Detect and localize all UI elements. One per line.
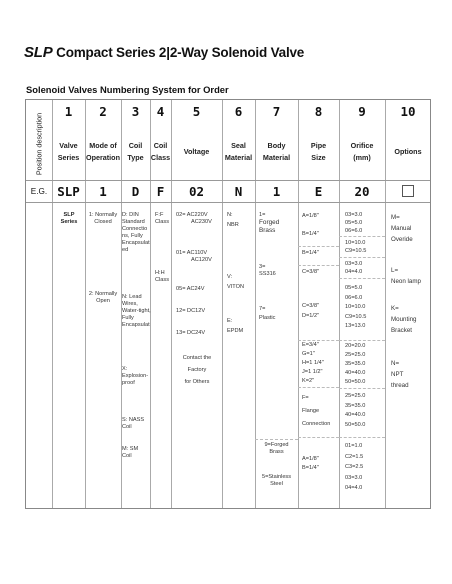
eg-value-seal: N [234, 183, 243, 199]
body-forged-brass: 1= Forged Brass [259, 212, 280, 234]
orifice-group-5: 20=20.0 25=25.0 35=35.0 40=40.0 50=50.0 [345, 343, 366, 385]
coil-class-h: H:H Class [155, 270, 169, 283]
body-ss316: 3= SS316 [259, 264, 276, 277]
pipe-a-1: A=1/8" [302, 213, 319, 219]
orifice-group-4: 05=5.0 06=6.0 10=10.0 C9=10.5 13=13.0 [345, 285, 367, 329]
body-stainless-steel: 5=Stainless Steel [261, 474, 292, 487]
col-number-6: 6 [234, 104, 243, 119]
voltage-contact-note: Contact the Factory for Others [182, 355, 212, 385]
col-number-3: 3 [131, 104, 140, 119]
coil-type-nass: S: NASS Coil [122, 417, 145, 430]
coil-type-lead-wires: N: Lead Wires, Water-tight, Fully Encapsulat [122, 294, 151, 328]
eg-value-voltage: 02 [188, 183, 205, 199]
voltage-02: 02= AC220V AC230V [176, 212, 212, 225]
header-coil-class: Coil Class [150, 141, 171, 162]
header-voltage: Voltage [183, 147, 210, 156]
position-description-label: Position description [34, 112, 44, 176]
seal-nbr: N: NBR [227, 212, 239, 228]
section-subtitle: Solenoid Valves Numbering System for Order [26, 84, 229, 95]
orifice-group-6: 25=25.0 35=35.0 40=40.0 50=50.0 [345, 393, 366, 428]
col-number-10: 10 [400, 104, 416, 119]
voltage-01: 01= AC110V AC120V [176, 250, 212, 263]
header-coil-type: Coil Type [127, 141, 144, 162]
pipe-b-2: B=1/4" [302, 250, 319, 256]
pipe-flange: F= Flange Connection [302, 395, 331, 427]
numbering-table [25, 99, 431, 509]
voltage-13: 13= DC24V [176, 330, 206, 336]
series-value: SLP Series [60, 212, 78, 225]
eg-value-coil-class: F [156, 183, 165, 199]
header-options: Options [394, 147, 422, 156]
page-title [24, 44, 304, 61]
body-plastic: 7= Plastic [259, 306, 276, 321]
pipe-c-1: C=3/8" [302, 269, 320, 275]
eg-value-series: SLP [57, 183, 80, 199]
body-forged-brass-9: 9=Forged Brass [264, 442, 289, 455]
seal-epdm: E: EPDM [227, 318, 244, 334]
coil-class-f: F:F Class [155, 212, 169, 225]
header-seal-material: Seal Material [224, 141, 253, 162]
pipe-a-2: A=1/8" [302, 456, 319, 462]
pipe-d: D=1/2" [302, 313, 320, 319]
col-number-8: 8 [314, 104, 323, 119]
col-number-2: 2 [99, 104, 107, 119]
col-number-4: 4 [156, 104, 165, 119]
header-mode-of-operation: Mode of Operation [86, 141, 120, 162]
header-pipe-size: Pipe Size [310, 141, 327, 162]
pipe-c-2: C=3/8" [302, 303, 320, 309]
eg-value-mode: 1 [99, 183, 107, 199]
orifice-group-1: 03=3.0 05=5.0 06=6.0 [345, 212, 363, 234]
orifice-group-7: 01=1.0 C2=1.5 C3=2.5 03=3.0 04=4.0 [345, 443, 364, 491]
option-neon-lamp: L= Neon lamp [391, 267, 421, 285]
col-number-5: 5 [192, 104, 201, 119]
voltage-05: 05= AC24V [176, 286, 205, 292]
orifice-group-2: 10=10.0 C9=10.5 [345, 240, 367, 254]
pipe-j: J=1 1/2" [302, 369, 323, 375]
pipe-k: K=2" [302, 378, 315, 384]
eg-value-body: 1 [272, 183, 281, 199]
header-valve-series: Valve Series [57, 141, 80, 162]
voltage-12: 12= DC12V [176, 308, 206, 314]
eg-value-pipe: E [314, 183, 323, 199]
option-mounting-bracket: K= Mounting Bracket [391, 305, 417, 334]
pipe-e: E=3/4" [302, 342, 319, 348]
option-checkbox[interactable] [402, 185, 414, 197]
pipe-g: G=1" [302, 351, 315, 357]
col-number-1: 1 [64, 104, 73, 119]
coil-type-explosion-proof: X: Explosion- proof [122, 366, 149, 386]
eg-value-orifice: 20 [354, 183, 370, 199]
pipe-b-3: B=1/4" [302, 465, 319, 471]
eg-value-coil-type: D [131, 183, 140, 199]
col-number-9: 9 [358, 104, 366, 119]
eg-label: E.G. [30, 186, 48, 196]
mode-normally-closed: 1: Normally Closed [88, 212, 118, 225]
header-body-material: Body Material [262, 141, 291, 162]
coil-type-din: D: DIN Standard Connectio ns, Fully Encapsulat ed [122, 212, 150, 253]
option-manual-override: M= Manual Overide [391, 214, 413, 243]
coil-type-sm: M: SM Coil [122, 446, 139, 459]
pipe-h: H=1 1/4" [302, 360, 324, 366]
option-npt-thread: N= NPT thread [391, 360, 409, 389]
col-number-7: 7 [272, 104, 281, 119]
header-orifice: Orifice (mm) [350, 141, 374, 162]
title-brand: SLP [24, 44, 53, 61]
seal-viton: V: VITON [227, 274, 244, 290]
eg-option-checkbox-cell [385, 180, 431, 202]
title-text: Compact Series 2|2-Way Solenoid Valve [56, 45, 305, 60]
mode-normally-open: 2: Normally Open [88, 291, 118, 304]
pipe-b-1: B=1/4" [302, 231, 319, 237]
orifice-group-3: 03=3.0 04=4.0 [345, 261, 363, 275]
